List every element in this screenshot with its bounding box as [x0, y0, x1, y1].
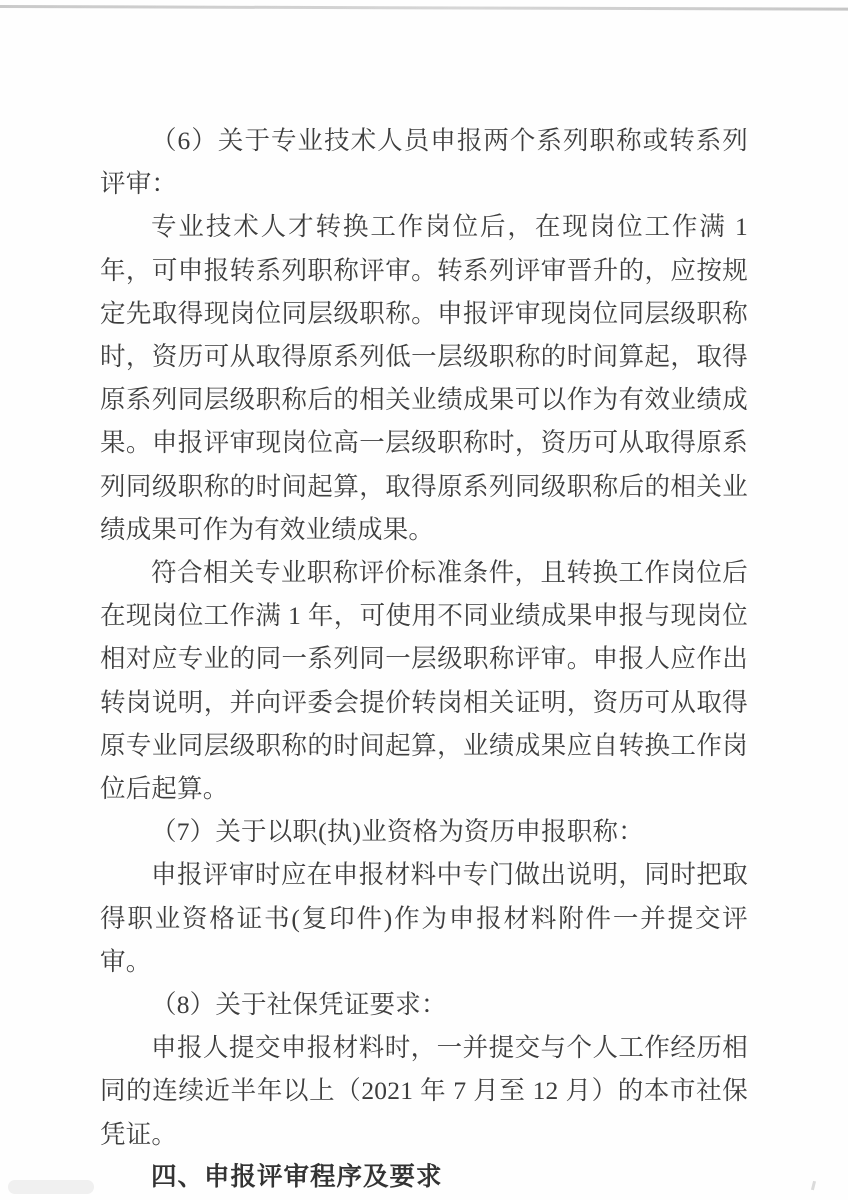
- clause-6-heading: （6）关于专业技术人员申报两个系列职称或转系列评审：: [100, 126, 748, 199]
- clause-8-paragraph: 申报人提交申报材料时，一并提交与个人工作经历相同的连续近半年以上（2021 年 7 月至 12 月）的本市社保凭证。: [100, 1033, 748, 1149]
- clause-6-paragraph-same-level: 符合相关专业职称评价标准条件，且转换工作岗位后在现岗位工作满 1 年，可使用不同业绩成果申报与现岗位相对应专业的同一系列同一层级职称评审。申报人应作出转岗说明，并向评委会提价转岗相关证明，资历可从取得原专业同层级职称的时间起算，业绩成果应自转换工作岗位后起算。: [100, 558, 748, 804]
- clause-7-paragraph: 申报评审时应在申报材料中专门做出说明，同时把取得职业资格证书(复印件)作为申报材料附件一并提交评审。: [100, 860, 748, 976]
- clause-8-heading: （8）关于社保凭证要求：: [151, 990, 447, 1020]
- clause-6-paragraph-transfer-series: 专业技术人才转换工作岗位后，在现岗位工作满 1 年，可申报转系列职称评审。转系列评审晋升的，应按规定先取得现岗位同层级职称。申报评审现岗位同层级职称时，资历可从取得原系列低一层级职称的时间算起，取得原系列同层级职称后的相关业绩成果可以作为有效业绩成果。申报评审现岗位高一层级职称时，资历可从取得原系列同级职称的时间起算，取得原系列同级职称后的相关业绩成果可作为有效业绩成果。: [100, 212, 748, 544]
- clause-7-heading: （7）关于以职(执)业资格为资历申报职称：: [151, 817, 644, 847]
- section-4-heading: 四、申报评审程序及要求: [151, 1162, 443, 1191]
- scan-smudge: [8, 1180, 94, 1194]
